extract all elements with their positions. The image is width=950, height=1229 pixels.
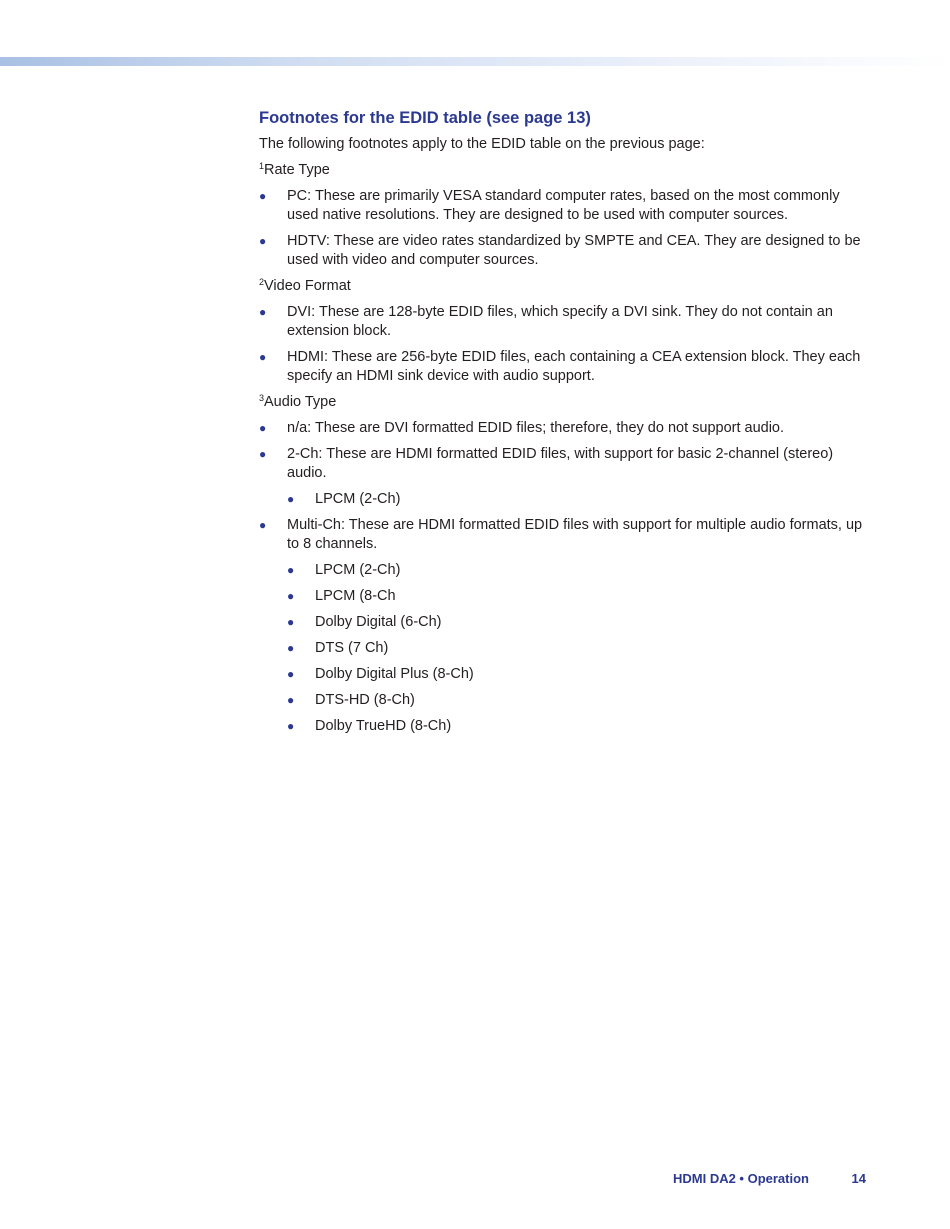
bullet-icon: ● [287, 563, 295, 577]
bullet-icon: ● [287, 667, 295, 681]
list-item-text: HDMI: These are 256-byte EDID files, each containing a CEA extension block. They each specify an HDMI sink device with audio support. [287, 349, 861, 384]
bullet-icon: ● [259, 305, 267, 319]
bullet-icon: ● [287, 492, 295, 506]
section-heading: Footnotes for the EDID table (see page 13) [259, 109, 591, 127]
footnote-marker: 2 [259, 277, 265, 287]
sub-list-item [259, 665, 864, 684]
footnote-label [259, 393, 864, 412]
sub-list-item [259, 639, 864, 658]
bullet-icon: ● [259, 350, 267, 364]
sub-bullet-list [259, 490, 864, 509]
bullet-icon: ● [259, 189, 267, 203]
list-item [259, 232, 864, 270]
footnote-label [259, 161, 864, 180]
sub-list-item [259, 717, 864, 736]
footnote-sections [259, 161, 864, 736]
page-content [259, 108, 864, 736]
list-item-text: Multi-Ch: These are HDMI formatted EDID files with support for multiple audio formats, up to 8 channels. [287, 517, 863, 552]
bullet-icon: ● [287, 641, 295, 655]
list-item-text: HDTV: These are video rates standardized by SMPTE and CEA. They are designed to be used with video and computer sources. [287, 233, 861, 268]
footnote-marker: 1 [259, 161, 265, 171]
sub-list-container [259, 561, 864, 736]
sub-list-item [259, 490, 864, 509]
sub-list-item-text: LPCM (8-Ch [315, 588, 396, 604]
sub-list-item-text: Dolby TrueHD (8-Ch) [315, 718, 452, 734]
page-number: 14 [851, 1171, 866, 1186]
sub-list-container [259, 490, 864, 509]
sub-list-item-text: LPCM (2-Ch) [315, 491, 401, 507]
sub-list-item-text: Dolby Digital Plus (8-Ch) [315, 666, 474, 682]
footnote-label [259, 277, 864, 296]
bullet-icon: ● [287, 615, 295, 629]
list-item [259, 419, 864, 438]
sub-list-item-text: DTS (7 Ch) [315, 640, 389, 656]
list-item-text: n/a: These are DVI formatted EDID files; therefore, they do not support audio. [287, 420, 785, 436]
footnote-label-text: Audio Type [264, 394, 337, 410]
sub-list-item-text: DTS-HD (8-Ch) [315, 692, 415, 708]
bullet-list [259, 419, 864, 736]
footnote-marker: 3 [259, 393, 265, 403]
bullet-icon: ● [287, 589, 295, 603]
list-item [259, 303, 864, 341]
bullet-list [259, 187, 864, 270]
bullet-icon: ● [259, 518, 267, 532]
sub-list-item [259, 691, 864, 710]
bullet-icon: ● [259, 447, 267, 461]
bullet-icon: ● [287, 719, 295, 733]
footnote-label-text: Rate Type [264, 162, 330, 178]
list-item-text: DVI: These are 128-byte EDID files, which specify a DVI sink. They do not contain an extension block. [287, 304, 833, 339]
sub-list-item [259, 613, 864, 632]
list-item [259, 516, 864, 554]
bullet-icon: ● [259, 234, 267, 248]
footnote-label-text: Video Format [264, 278, 351, 294]
sub-list-item-text: LPCM (2-Ch) [315, 562, 401, 578]
list-item [259, 348, 864, 386]
bullet-icon: ● [259, 421, 267, 435]
bullet-list [259, 303, 864, 386]
page-footer [600, 1171, 866, 1189]
bullet-icon: ● [287, 693, 295, 707]
list-item [259, 445, 864, 483]
list-item-text: 2-Ch: These are HDMI formatted EDID files, with support for basic 2-channel (stereo) audio. [287, 446, 834, 481]
header-gradient-bar [0, 57, 950, 66]
sub-list-item [259, 587, 864, 606]
list-item-text: PC: These are primarily VESA standard computer rates, based on the most commonly used native resolutions. They are designed to be used with computer sources. [287, 188, 840, 223]
sub-bullet-list [259, 561, 864, 736]
sub-list-item [259, 561, 864, 580]
intro-paragraph: The following footnotes apply to the EDID table on the previous page: [259, 136, 705, 152]
sub-list-item-text: Dolby Digital (6-Ch) [315, 614, 442, 630]
list-item [259, 187, 864, 225]
footer-document-title: HDMI DA2 • Operation [672, 1171, 809, 1186]
